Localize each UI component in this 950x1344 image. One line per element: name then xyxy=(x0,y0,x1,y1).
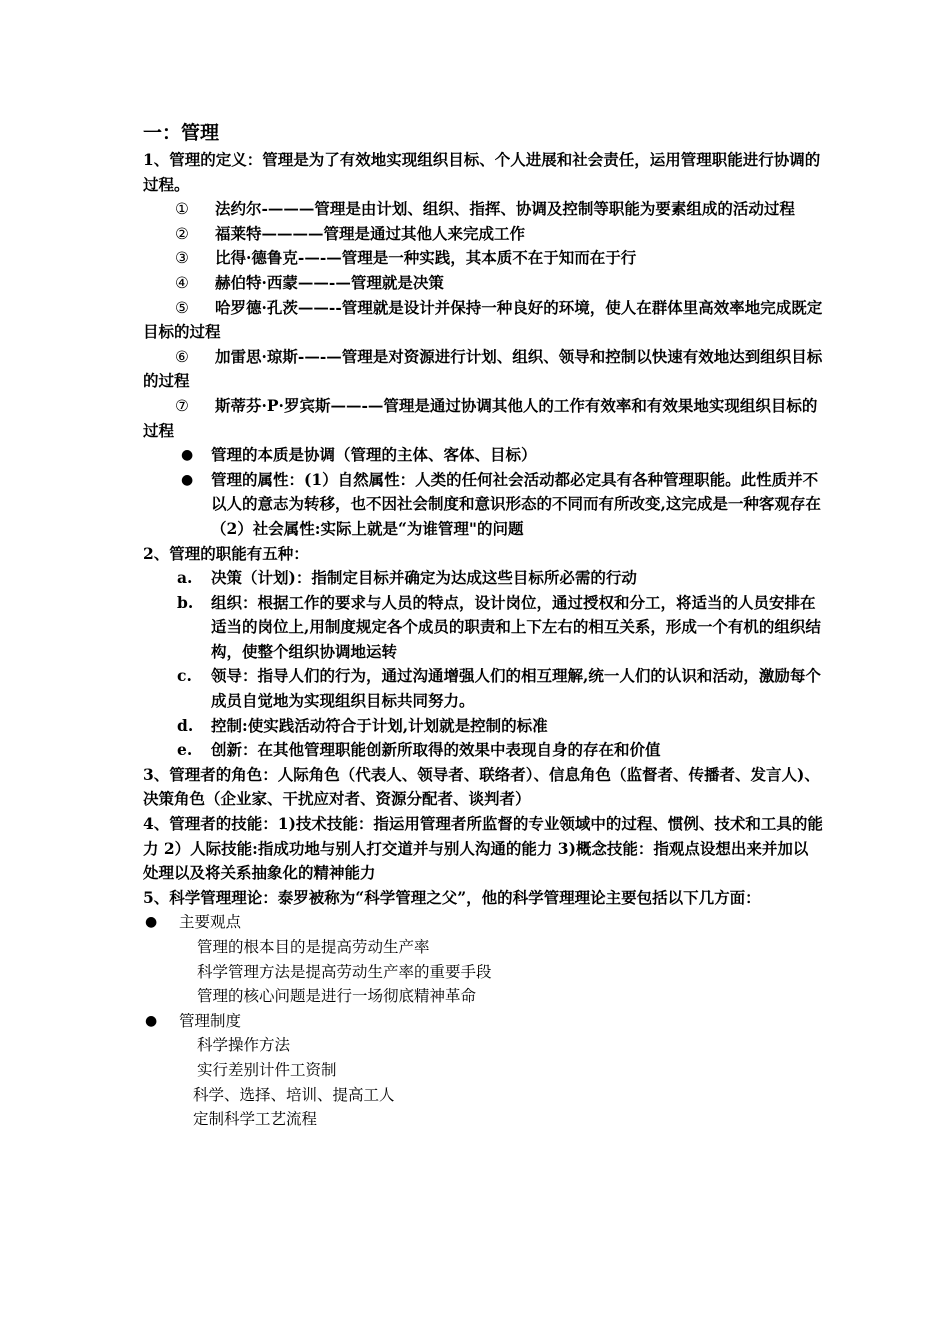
item-letter: e. xyxy=(177,740,193,760)
item-number: ⑦ xyxy=(175,396,189,415)
item-number: ① xyxy=(175,200,189,219)
bullet-item xyxy=(143,443,823,468)
bullet-item xyxy=(143,468,823,542)
function-item xyxy=(143,714,823,739)
function-item xyxy=(143,591,823,665)
definition-item xyxy=(143,345,823,394)
group-title: 管理制度 xyxy=(179,1011,242,1030)
group-main-views xyxy=(143,910,823,935)
bullet-text: 管理的本质是协调（管理的主体、客体、目标） xyxy=(211,445,537,465)
list-item: 科学操作方法 xyxy=(197,1036,291,1055)
bullet-icon: ● xyxy=(181,447,194,464)
definition-text: 斯蒂芬·P·罗宾斯——-—管理是通过协调其他人的工作有效率和有效果地实现组织目标的过程 xyxy=(143,395,818,440)
list-item: 实行差别计件工资制 xyxy=(197,1060,337,1079)
item-number: ⑤ xyxy=(175,298,189,317)
definition-item xyxy=(143,296,823,345)
definition-item xyxy=(143,222,823,247)
function-text: 组织：根据工作的要求与人员的特点，设计岗位，通过授权和分工，将适当的人员安排在适当的岗位上,用制度规定各个成员的职责和上下左右的相互关系，形成一个有机的组织结构，使整个组织协调地运转 xyxy=(211,592,821,661)
group-title: 主要观点 xyxy=(179,913,242,932)
bullet-icon: ● xyxy=(145,914,158,931)
function-item xyxy=(143,566,823,591)
definition-text: 赫伯特·西蒙——-—管理就是决策 xyxy=(215,272,444,292)
bullet-icon: ● xyxy=(181,471,194,488)
function-item xyxy=(143,738,823,763)
item-number: ② xyxy=(175,224,189,243)
document-page xyxy=(143,118,823,1132)
item-letter: a. xyxy=(177,568,193,588)
definition-item xyxy=(143,271,823,296)
function-text: 领导：指导人们的行为，通过沟通增强人们的相互理解,统一人们的认识和活动，激励每个成员自觉地为实现组织目标共同努力。 xyxy=(211,666,821,711)
function-text: 创新：在其他管理职能创新所取得的效果中表现自身的存在和价值 xyxy=(211,740,661,760)
item-number: ③ xyxy=(175,249,189,268)
item-number: ⑥ xyxy=(175,347,189,366)
section-1-definition: 1、管理的定义：管理是为了有效地实现组织目标、个人进展和社会责任，运用管理职能进行协调的过程。 xyxy=(143,150,821,194)
group-management-system xyxy=(143,1009,823,1034)
item-number: ④ xyxy=(175,273,189,292)
list-item: 定制科学工艺流程 xyxy=(193,1110,318,1129)
definition-text: 哈罗德·孔茨——--管理就是设计并保持一种良好的环境，使人在群体里高效率地完成既定目标的过程 xyxy=(143,297,823,342)
function-item xyxy=(143,664,823,713)
item-letter: d. xyxy=(177,715,194,735)
item-letter: b. xyxy=(177,592,194,612)
list-item: 管理的根本目的是提高劳动生产率 xyxy=(197,938,430,956)
bullet-icon: ● xyxy=(145,1012,158,1029)
list-item: 科学管理方法是提高劳动生产率的重要手段 xyxy=(197,962,492,981)
definition-item xyxy=(143,394,823,443)
bullet-text: 管理的属性：(1）自然属性：人类的任何社会活动都必定具有各种管理职能。此性质并不以人的意志为转移，也不因社会制度和意识形态的不同而有所改变,这完成是一种客观存在（2）社会属性:实际上就是“为谁管理"的问题 xyxy=(211,469,821,538)
list-item: 管理的核心问题是进行一场彻底精神革命 xyxy=(197,987,477,1006)
section-2-heading: 2、管理的职能有五种： xyxy=(143,543,309,563)
section-4-skills: 4、管理者的技能：1)技术技能：指运用管理者所监督的专业领域中的过程、惯例、技术和工具的能力 2）人际技能:指成功地与别人打交道并与别人沟通的能力 3)概念技能：指观点设想出来并加以处理以及将关系抽象化的精神能力 xyxy=(143,814,823,883)
item-letter: c. xyxy=(177,666,192,686)
definition-item xyxy=(143,246,823,271)
definition-text: 福莱特————管理是通过其他人来完成工作 xyxy=(215,223,526,243)
list-item: 科学、选择、培训、提高工人 xyxy=(193,1085,395,1104)
section-3-roles: 3、管理者的角色：人际角色（代表人、领导者、联络者）、信息角色（监督者、传播者、发言人)、决策角色（企业家、干扰应对者、资源分配者、谈判者） xyxy=(143,764,820,809)
definition-text: 比得·德鲁克-—-—管理是一种实践，其本质不在于知而在于行 xyxy=(215,248,637,268)
definition-text: 法约尔-———管理是由计划、组织、指挥、协调及控制等职能为要素组成的活动过程 xyxy=(215,199,795,219)
definition-item xyxy=(143,197,823,222)
function-text: 控制:使实践活动符合于计划,计划就是控制的标准 xyxy=(211,715,548,735)
section-5-theory: 5、科学管理理论：泰罗被称为“科学管理之父”，他的科学管理理论主要包括以下几方面： xyxy=(143,887,761,907)
page-title: 一：管理 xyxy=(143,122,220,144)
definition-text: 加雷思·琼斯-—-—管理是对资源进行计划、组织、领导和控制以快速有效地达到组织目标的过程 xyxy=(143,346,823,391)
function-text: 决策（计划)：指制定目标并确定为达成这些目标所必需的行动 xyxy=(211,568,637,588)
